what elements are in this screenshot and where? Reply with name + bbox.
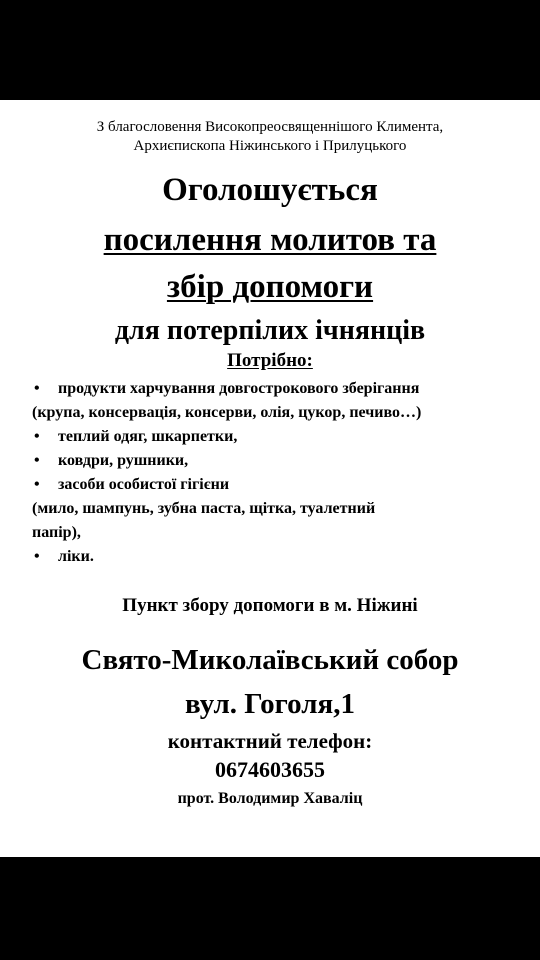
announcement-sheet xyxy=(0,100,540,857)
phone-number: 0674603655 xyxy=(215,757,325,782)
announcement-line-3 xyxy=(0,267,540,307)
list-item-text: теплий одяг, шкарпетки, xyxy=(58,428,238,445)
bullet-icon: • xyxy=(34,548,40,565)
announcement-title: Оголошується xyxy=(162,172,378,208)
list-item xyxy=(32,545,522,569)
needed-heading: Потрібно: xyxy=(227,350,313,371)
phone-label: контактний телефон: xyxy=(167,729,373,753)
list-item xyxy=(32,425,522,449)
announcement-line-3-text: збір допомоги xyxy=(166,269,374,305)
list-item xyxy=(32,473,522,497)
blessing-line-2: Архиєпископа Ніжинського і Прилуцького xyxy=(133,138,407,154)
contact-person: прот. Володимир Хаваліц xyxy=(177,790,363,807)
list-item-text: ковдри, рушники, xyxy=(58,452,189,469)
bullet-icon: • xyxy=(34,476,40,493)
church-address: вул. Гоголя,1 xyxy=(185,688,355,720)
collection-point: Пункт збору допомоги в м. Ніжині xyxy=(122,595,418,616)
needed-list xyxy=(32,377,522,569)
list-item-text: (мило, шампунь, зубна паста, щітка, туалетний xyxy=(32,500,376,517)
list-item xyxy=(32,449,522,473)
list-item-text: ліки. xyxy=(58,548,94,565)
announcement-line-4: для потерпілих ічнянців xyxy=(114,315,426,346)
bullet-icon: • xyxy=(34,428,40,445)
church-name: Свято-Миколаївський собор xyxy=(81,644,459,676)
list-item-continuation xyxy=(32,401,522,425)
announcement-line-2 xyxy=(0,220,540,260)
list-item-text: продукти харчування довгострокового зберігання xyxy=(58,380,420,397)
list-item-text: засоби особистої гігієни xyxy=(58,476,230,493)
list-item xyxy=(32,377,522,401)
bullet-icon: • xyxy=(34,380,40,397)
announcement-line-2-text: посилення молитов та xyxy=(103,222,437,258)
bullet-icon: • xyxy=(34,452,40,469)
blessing-line-1: З благословення Високопреосвященнішого Климента, xyxy=(96,119,444,135)
list-item-continuation xyxy=(32,497,522,521)
list-item-text: (крупа, консервація, консерви, олія, цукор, печиво…) xyxy=(32,404,422,421)
list-item-text: папір), xyxy=(32,524,81,541)
list-item-continuation xyxy=(32,521,522,545)
